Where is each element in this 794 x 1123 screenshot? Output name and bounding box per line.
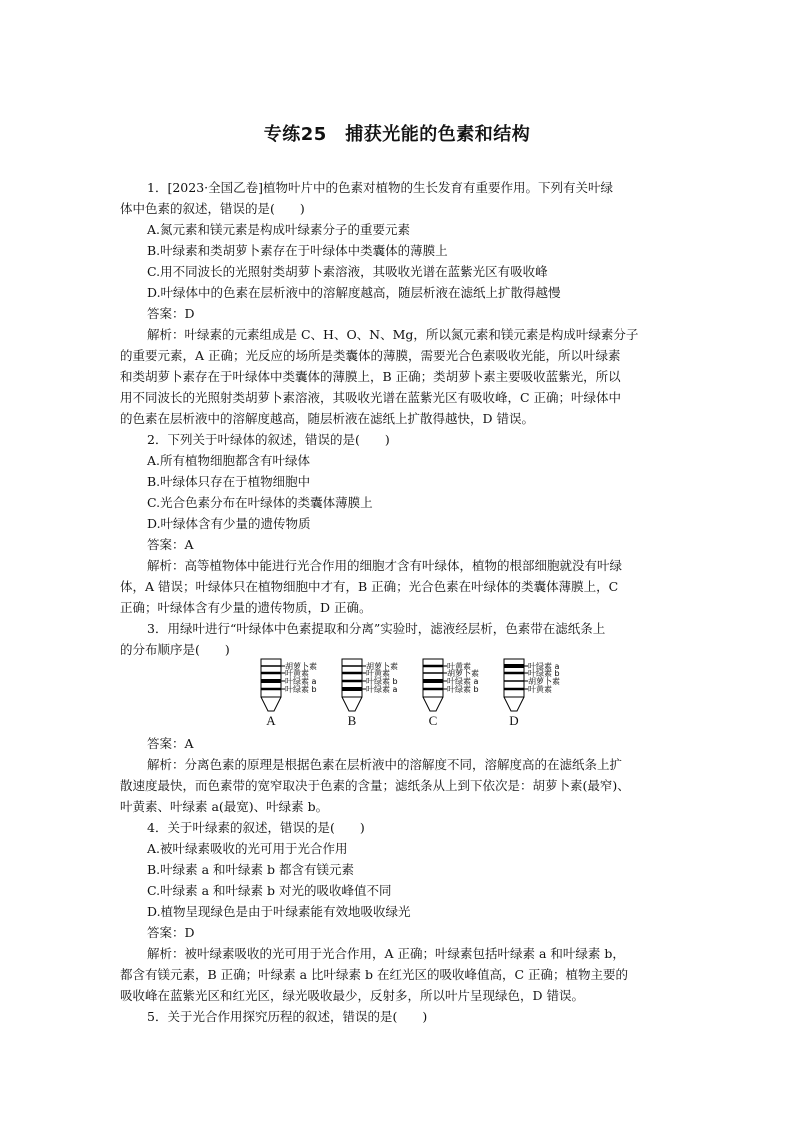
pigment-label: 叶绿素 a: [366, 685, 398, 694]
q4-analysis-line1: 解析：被叶绿素吸收的光可用于光合作用，A 正确；叶绿素包括叶绿素 a 和叶绿素 b，: [147, 946, 625, 961]
q4-option-d: D.植物呈现绿色是由于叶绿素能有效地吸收绿光: [147, 904, 411, 919]
q1-stem-line2: 体中色素的叙述，错误的是( ): [120, 201, 305, 216]
pigment-band: [423, 688, 443, 691]
pigment-label: 叶绿素 b: [447, 685, 479, 694]
strip-option-label: B: [347, 713, 357, 728]
strip-drawing: [422, 658, 502, 714]
q1-option-a: A.氮元素和镁元素是构成叶绿素分子的重要元素: [147, 222, 411, 237]
pigment-label: 叶绿素 a: [285, 677, 317, 686]
pigment-band: [342, 687, 362, 691]
pigment-band: [261, 679, 281, 683]
q1-option-b: B.叶绿素和类胡萝卜素存在于叶绿体中类囊体的薄膜上: [147, 243, 448, 258]
q2-analysis-line2: 体，A 错误；叶绿体只在植物细胞中才有，B 正确；光合色素在叶绿体的类囊体薄膜上，C: [120, 579, 619, 594]
pigment-label: 叶绿素 b: [285, 685, 317, 694]
strip-option-label: A: [266, 713, 276, 728]
q3-stem-line2: 的分布顺序是( ): [120, 642, 230, 657]
q4-analysis-line2: 都含有镁元素，B 正确；叶绿素 a 比叶绿素 b 在红光区的吸收峰值高，C 正确；植物主要的: [120, 967, 629, 982]
q3-analysis-line1: 解析：分离色素的原理是根据色素在层析液中的溶解度不同，溶解度高的在滤纸条上扩: [147, 757, 623, 772]
q4-option-c: C.叶绿素 a 和叶绿素 b 对光的吸收峰值不同: [147, 883, 392, 898]
pigment-band: [261, 665, 281, 667]
strip-tip: [504, 697, 524, 711]
q1-option-c: C.用不同波长的光照射类胡萝卜素溶液，其吸收光谱在蓝紫光区有吸收峰: [147, 264, 548, 279]
filter-paper-strip: [423, 659, 443, 697]
strip-option-label: D: [509, 713, 519, 728]
pigment-label: 胡萝卜素: [447, 669, 479, 678]
q2-stem: 2．下列关于叶绿体的叙述，错误的是( ): [147, 432, 390, 447]
pigment-band: [423, 672, 443, 674]
pigment-label: 叶黄素: [285, 669, 309, 678]
pigment-label: 胡萝卜素: [366, 662, 398, 671]
pigment-band: [342, 665, 362, 667]
pigment-band: [261, 688, 281, 691]
q2-answer: 答案：A: [147, 537, 194, 552]
q2-option-b: B.叶绿体只存在于植物细胞中: [147, 474, 311, 489]
filter-paper-strip: [261, 659, 281, 697]
q1-analysis-line4: 用不同波长的光照射类胡萝卜素溶液，其吸收光谱在蓝紫光区有吸收峰，C 正确；叶绿体中: [120, 390, 622, 405]
pigment-label: 叶绿素 b: [366, 677, 398, 686]
q3-analysis-line2: 散速度最快，而色素带的宽窄取决于色素的含量；滤纸条从上到下依次是：胡萝卜素(最窄)、: [120, 778, 630, 793]
strip-option-a: [260, 658, 340, 718]
q4-option-b: B.叶绿素 a 和叶绿素 b 都含有镁元素: [147, 862, 355, 877]
strip-tip: [423, 697, 443, 711]
pigment-label: 叶绿素 a: [528, 662, 560, 671]
pigment-label: 胡萝卜素: [285, 662, 317, 671]
strip-tip: [261, 697, 281, 711]
pigment-band: [342, 672, 362, 675]
pigment-band: [504, 664, 524, 668]
pigment-label: 叶绿素 a: [447, 677, 479, 686]
q1-analysis-line2: 的重要元素，A 正确；光反应的场所是类囊体的薄膜，需要光合色素吸收光能，所以叶绿素: [120, 348, 621, 363]
strip-drawing: [341, 658, 421, 714]
q1-answer: 答案：D: [147, 306, 195, 321]
pigment-band: [504, 688, 524, 691]
pigment-label: 胡萝卜素: [528, 677, 560, 686]
q3-stem-line1: 3．用绿叶进行“叶绿体中色素提取和分离”实验时，滤液经层析，色素带在滤纸条上: [147, 621, 606, 636]
q2-option-a: A.所有植物细胞都含有叶绿体: [147, 453, 311, 468]
q1-analysis-line1: 解析：叶绿素的元素组成是 C、H、O、N、Mg，所以氮元素和镁元素是构成叶绿素分子: [147, 327, 639, 342]
pigment-band: [342, 680, 362, 683]
q4-stem: 4．关于叶绿素的叙述，错误的是( ): [147, 820, 365, 835]
strip-tip: [342, 697, 362, 711]
pigment-label: 叶黄素: [528, 685, 552, 694]
q1-analysis-line3: 和类胡萝卜素存在于叶绿体中类囊体的薄膜上，B 正确；类胡萝卜素主要吸收蓝紫光，所以: [120, 369, 621, 384]
q5-stem: 5．关于光合作用探究历程的叙述，错误的是( ): [147, 1009, 428, 1024]
strip-drawing: [260, 658, 340, 714]
pigment-label: 叶黄素: [366, 669, 390, 678]
strip-option-b: [341, 658, 421, 718]
q2-option-d: D.叶绿体含有少量的遗传物质: [147, 516, 311, 531]
strip-option-label: C: [428, 713, 438, 728]
q4-option-a: A.被叶绿素吸收的光可用于光合作用: [147, 841, 348, 856]
strip-option-d: [503, 658, 583, 718]
pigment-band: [261, 672, 281, 675]
q4-analysis-line3: 吸收峰在蓝紫光区和红光区，绿光吸收最少，反射多，所以叶片呈现绿色，D 错误。: [120, 988, 584, 1003]
q2-option-c: C.光合色素分布在叶绿体的类囊体薄膜上: [147, 495, 373, 510]
q4-answer: 答案：D: [147, 925, 195, 940]
strip-option-c: [422, 658, 502, 718]
pigment-band: [423, 679, 443, 683]
filter-paper-strip: [342, 659, 362, 697]
q2-analysis-line1: 解析：高等植物体中能进行光合作用的细胞才含有叶绿体，植物的根部细胞就没有叶绿: [147, 558, 623, 573]
q2-analysis-line3: 正确；叶绿体含有少量的遗传物质，D 正确。: [120, 600, 372, 615]
q1-option-d: D.叶绿体中的色素在层析液中的溶解度越高，随层析液在滤纸上扩散得越慢: [147, 285, 561, 300]
q3-analysis-line3: 叶黄素、叶绿素 a(最宽)、叶绿素 b。: [120, 799, 329, 814]
pigment-band: [504, 672, 524, 675]
pigment-label: 叶黄素: [447, 662, 471, 671]
pigment-band: [504, 680, 524, 682]
page-title: 专练25 捕获光能的色素和结构: [263, 124, 531, 145]
pigment-band: [423, 665, 443, 668]
strip-drawing: [503, 658, 583, 714]
q1-analysis-line5: 的色素在层析液中的溶解度越高，随层析液在滤纸上扩散得越快，D 错误。: [120, 411, 534, 426]
q3-answer: 答案：A: [147, 736, 194, 751]
pigment-label: 叶绿素 b: [528, 669, 560, 678]
q1-stem-line1: 1．[2023·全国乙卷]植物叶片中的色素对植物的生长发育有重要作用。下列有关叶绿: [147, 180, 613, 195]
